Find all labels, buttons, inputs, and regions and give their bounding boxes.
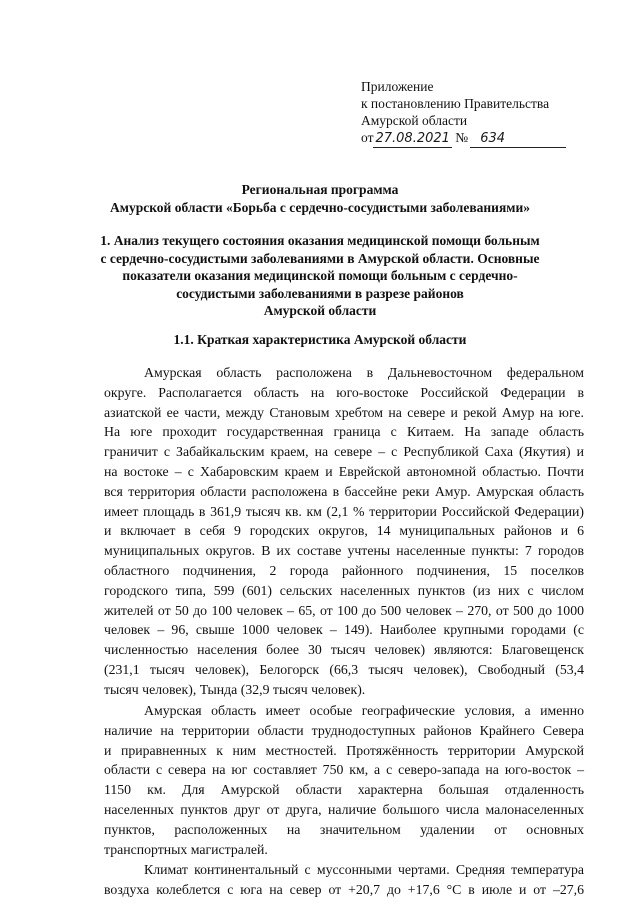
section-1-heading	[60, 232, 580, 320]
paragraph-line: наличие на территории области труднодоступных районов Крайнего Севера	[104, 722, 584, 738]
paragraph-line: муниципальных округов. В их составе учтены населенные пункты: 7 городов	[104, 543, 584, 559]
paragraph-line: тысяч человек), Тында (32,9 тысяч человек).	[104, 681, 366, 697]
handwritten-number: 634	[470, 130, 566, 148]
program-title-line-2: Амурской области «Борьба с сердечно-сосудистыми заболеваниями»	[110, 199, 530, 215]
paragraph-line: (231,1 тысяч человек), Белогорск (66,3 тысяч человек), Свободный (53,4	[104, 661, 584, 677]
paragraph-line: жителей от 50 до 100 человек – 65, от 100 до 500 человек – 270, от 500 до 1000	[104, 602, 584, 618]
paragraph-line: транспортных магистралей.	[104, 841, 268, 857]
paragraph-2	[104, 701, 584, 859]
subsection-heading-text: 1.1. Краткая характеристика Амурской области	[173, 332, 467, 347]
appendix-label: Приложение	[361, 79, 434, 94]
date-prefix: от	[361, 130, 374, 145]
paragraph-line: и включает в себя 9 городских округов, 14 муниципальных районов и 6	[104, 523, 584, 539]
paragraph-line: азиатской ее части, между Становым хребтом на севере и рекой Амур на юге.	[104, 404, 584, 420]
section-1-heading-line-2: с сердечно-сосудистыми заболеваниями в Амурской области. Основные	[100, 250, 540, 266]
paragraph-line: Амурская область расположена в Дальневосточном федеральном	[144, 365, 584, 380]
paragraph-line: На юге проходит государственная граница с Китаем. На западе область	[104, 424, 584, 440]
paragraph-line: округе. Располагается область на юго-востоке Российской Федерации в	[104, 384, 584, 400]
section-1-heading-line-4: сосудистыми заболеваниями в разрезе районов	[176, 285, 464, 301]
paragraph-3	[104, 860, 584, 900]
section-1-heading-line-1: 1. Анализ текущего состояния оказания медицинской помощи больным	[100, 233, 540, 248]
paragraph-line: населенных пунктов друг от друга, наличие большого числа малонаселенных	[104, 801, 584, 817]
paragraph-line: человек – 96, свыше 1000 человек – 149). Наиболее крупными городами (с	[104, 622, 584, 638]
paragraph-line: Климат континентальный с муссонными чертами. Средняя температура	[144, 862, 584, 877]
paragraph-line: Амурская область имеет особые географические условия, а именно	[144, 703, 584, 718]
paragraph-line: 1150 км. Для Амурской области характерна большая отдаленность	[104, 782, 584, 798]
paragraph-1	[104, 363, 584, 700]
paragraph-line: вся территория области расположена в бассейне реки Амур. Амурская область	[104, 483, 584, 499]
paragraph-line: на востоке – с Хабаровским краем и Еврейской автономной областью. Почти	[104, 463, 584, 479]
paragraph-line: области с севера на юг составляет 750 км, а с северо-запада на юго-восток –	[104, 762, 584, 778]
paragraph-line: граничит с Забайкальским краем, на севере – с Республикой Саха (Якутия) и	[104, 444, 584, 460]
paragraph-line: воздуха колеблется с юга на север от +20,7 до +17,6 °С в июле и от –27,6	[104, 881, 584, 897]
number-prefix: №	[455, 130, 469, 145]
appendix-date-line	[361, 129, 601, 149]
appendix-region-line: Амурской области	[361, 113, 468, 128]
paragraph-line: и приравненных к ним местностей. Протяжённость территории Амурской	[104, 742, 584, 758]
section-1-heading-line-5: Амурской области	[263, 303, 377, 318]
appendix-resolution-line: к постановлению Правительства	[361, 96, 550, 111]
subsection-1-1-heading	[60, 331, 580, 349]
paragraph-line: областного подчинения, 2 города районного подчинения, 15 поселков	[104, 562, 584, 578]
paragraph-line: имеет площадь в 361,9 тысяч кв. км (2,1 % территории Российской Федерации)	[104, 503, 584, 519]
paragraph-line: пунктов, расположенных на значительном удалении от основных	[104, 821, 584, 837]
program-title	[60, 181, 580, 216]
paragraph-line: городского типа, 599 (601) сельских населенных пунктов (из них с числом	[104, 582, 584, 598]
section-1-heading-line-3: показатели оказания медицинской помощи больным с сердечно-	[122, 268, 518, 283]
paragraph-line: численностью населения более 30 тысяч человек) являются: Благовещенск	[104, 642, 584, 658]
handwritten-date: 27.08.2021	[375, 131, 450, 146]
program-title-line-1: Региональная программа	[241, 182, 399, 197]
appendix-block	[361, 78, 601, 149]
